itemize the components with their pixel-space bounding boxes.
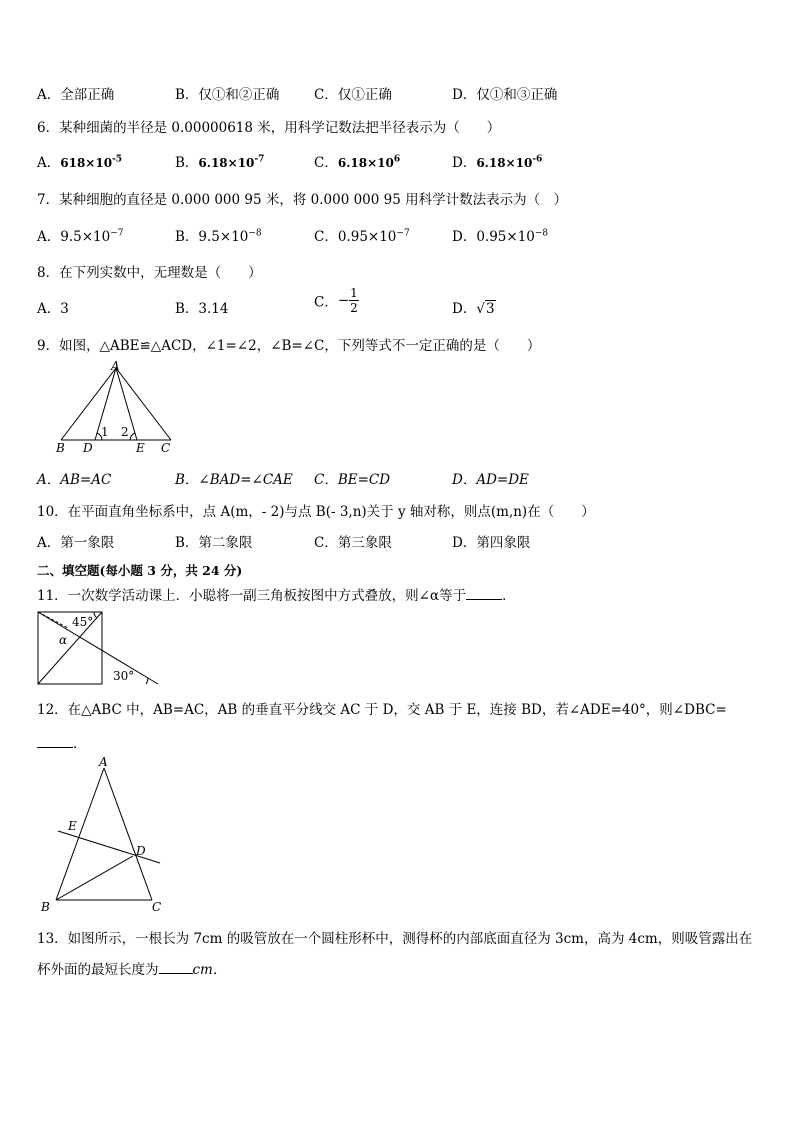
- label-B: B: [56, 441, 65, 455]
- q9-option-b: B．∠BAD=∠CAE: [175, 472, 293, 488]
- label-E: E: [136, 441, 145, 455]
- label-D: D: [136, 844, 146, 858]
- label-A: A: [111, 359, 120, 373]
- q7-option-b: B．$9.5\times 10^{-8}$: [175, 228, 262, 245]
- q9-option-a: A．AB=AC: [37, 472, 112, 488]
- answer-blank: [466, 599, 502, 600]
- q5-option-a: A．全部正确: [37, 87, 115, 103]
- label-alpha: α: [59, 633, 68, 647]
- q10-option-c: C．第三象限: [314, 535, 392, 551]
- label-B: B: [41, 900, 50, 914]
- q10-stem: 10．在平面直角坐标系中，点 A(m，- 2)与点 B(- 3,n)关于 y 轴对称，则点(m,n)在（ ）: [37, 504, 595, 520]
- label-angle-1: 1: [101, 425, 109, 439]
- q8-option-b: B．3.14: [175, 301, 229, 317]
- q8-option-c: C．− $\frac{1}{2}$: [314, 286, 358, 315]
- q9-option-c: C．BE=CD: [314, 472, 391, 488]
- q7-option-a: A．$9.5\times 10^{-7}$: [37, 228, 124, 245]
- q7-option-c: C．$0.95\times 10^{-7}$: [314, 228, 410, 245]
- q9-option-d: D．AD=DE: [452, 472, 529, 488]
- fraction: $\frac{1}{2}$: [350, 286, 358, 315]
- q13-stem-line2: 杯外面的最短长度为 cm．: [37, 962, 227, 978]
- q5-option-b: B．仅①和②正确: [175, 87, 280, 103]
- q11-triangle-ruler-figure: [34, 608, 164, 688]
- q5-option-d: D．仅①和③正确: [452, 87, 558, 103]
- answer-blank: [159, 973, 193, 974]
- q9-stem: 9．如图，△ABE≌△ACD，∠1=∠2，∠B=∠C，下列等式不一定正确的是（ ）: [37, 338, 541, 354]
- label-30-degrees: 30°: [113, 669, 135, 683]
- q6-option-d: D．$6.18\times 10^{-6}$: [452, 154, 543, 171]
- q10-option-d: D．第四象限: [452, 535, 531, 551]
- q12-triangle-figure: [36, 754, 166, 916]
- q8-option-d: D．√3: [452, 301, 495, 317]
- q10-option-a: A．第一象限: [37, 535, 115, 551]
- section-heading-fill-in: 二、填空题(每小题 3 分，共 24 分): [37, 563, 243, 578]
- label-angle-2: 2: [121, 425, 129, 439]
- q12-stem: 12．在△ABC 中，AB=AC，AB 的垂直平分线交 AC 于 D，交 AB 于 E，连接 BD，若∠ADE=40°，则∠DBC=: [37, 702, 727, 718]
- q6-option-b: B．$6.18\times 10^{-7}$: [175, 154, 265, 171]
- label-C: C: [161, 441, 171, 455]
- q13-stem-line1: 13．如图所示，一根长为 7cm 的吸管放在一个圆柱形杯中，测得杯的内部底面直径为 3cm，高为 4cm，则吸管露出在: [37, 931, 753, 947]
- q7-option-d: D．$0.95\times 10^{-8}$: [452, 228, 549, 245]
- label-A: A: [99, 755, 108, 769]
- q6-option-a: A．$618\times 10^{-5}$: [37, 154, 123, 171]
- q8-option-a: A．3: [37, 301, 69, 317]
- q12-answer-line: ．: [37, 732, 87, 752]
- q10-option-b: B．第二象限: [175, 535, 253, 551]
- label-E: E: [68, 819, 77, 833]
- q11-stem: 11．一次数学活动课上．小聪将一副三角板按图中方式叠放，则∠α等于 ．: [37, 588, 516, 604]
- q6-stem: 6．某种细菌的半径是 0.00000618 米，用科学记数法把半径表示为（ ）: [37, 120, 501, 136]
- q8-stem: 8．在下列实数中，无理数是（ ）: [37, 265, 262, 281]
- label-D: D: [83, 441, 93, 455]
- q5-option-c: C．仅①正确: [314, 87, 392, 103]
- q7-stem: 7．某种细胞的直径是 0.000 000 95 米，将 0.000 000 95 用科学计数法表示为（ ）: [37, 192, 568, 208]
- answer-blank: [37, 747, 73, 748]
- label-C: C: [152, 900, 162, 914]
- label-45-degrees: 45°: [72, 615, 94, 629]
- q6-option-c: C．$6.18\times 10^6$: [314, 154, 401, 171]
- q9-triangle-figure: [50, 358, 190, 456]
- sqrt-symbol: √3: [476, 301, 495, 317]
